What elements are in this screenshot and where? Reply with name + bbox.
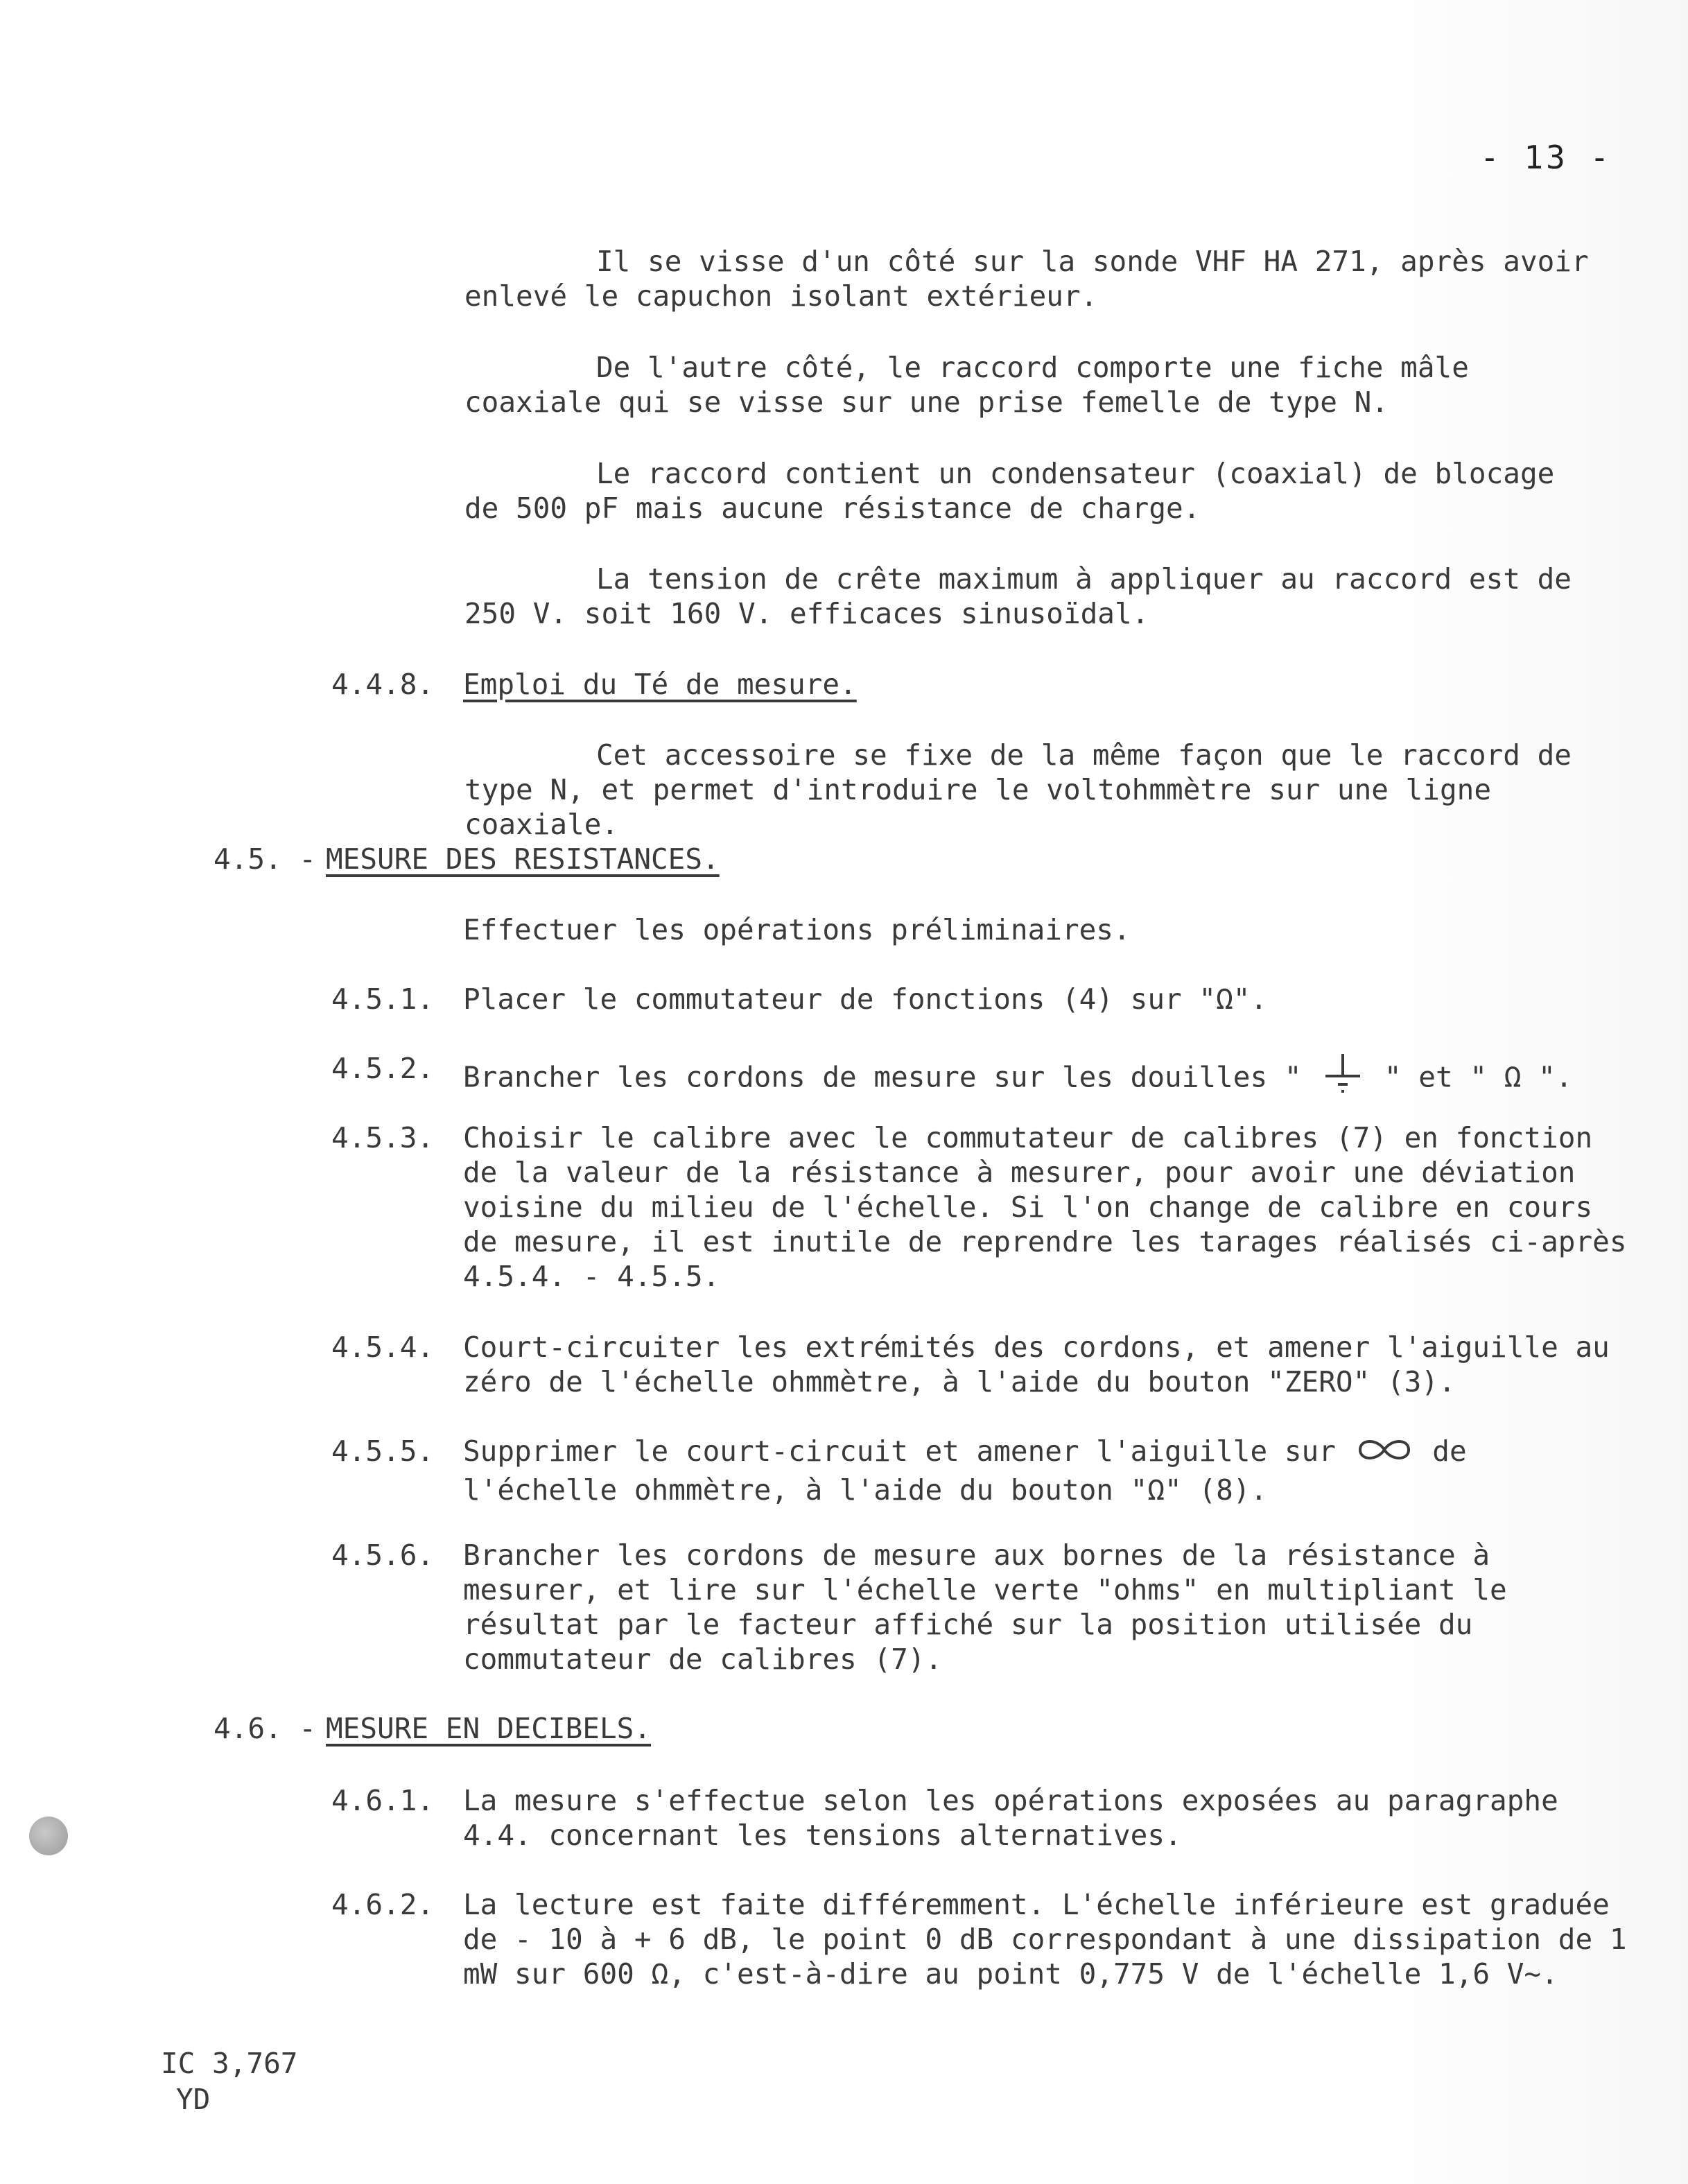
section-45-title: MESURE DES RESISTANCES. (326, 842, 720, 876)
infinity-icon (1353, 1435, 1416, 1473)
item-453-text: Choisir le calibre avec le commutateur de calibres (7) en fonction de la valeur de la résistance à mesurer, pour avoir une déviation voisine du milieu de l'échelle. Si l'on change de calibre en cours de mesure, il est inutile de reprendre les tarages réalisés ci-après 4.5.4. - 4.5.5. (463, 1121, 1627, 1293)
section-448-title (463, 667, 1628, 702)
item-453-number: 4.5.3. (331, 1121, 435, 1154)
intro-paragraph-2 (464, 350, 1601, 419)
item-455-text (463, 1434, 1628, 1507)
item-454-text: Court-circuiter les extrémités des cordons, et amener l'aiguille au zéro de l'échelle ohmmètre, à l'aide du bouton "ZERO" (3). (463, 1331, 1610, 1398)
section-45-number: 4.5. - (214, 842, 317, 876)
item-451-text: Placer le commutateur de fonctions (4) sur "Ω". (463, 982, 1268, 1016)
item-461-number: 4.6.1. (331, 1784, 435, 1817)
intro-text-4: La tension de crête maximum à appliquer au raccord est de 250 V. soit 160 V. efficaces sinusoïdal. (464, 562, 1572, 630)
item-454-number: 4.5.4. (331, 1331, 435, 1364)
item-451-number: 4.5.1. (331, 982, 435, 1016)
intro-paragraph-1 (464, 244, 1601, 313)
intro-text-2: De l'autre côté, le raccord comporte une fiche mâle coaxiale qui se visse sur une prise femelle de type N. (464, 351, 1469, 419)
page-number: - 13 - (1480, 139, 1612, 176)
intro-text-1: Il se visse d'un côté sur la sonde VHF HA 271, après avoir enlevé le capuchon isolant extérieur. (464, 245, 1589, 313)
section-448-text: Cet accessoire se fixe de la même façon que le raccord de type N, et permet d'introduire le voltohmmètre sur une ligne coaxiale. (464, 738, 1572, 841)
intro-text-3: Le raccord contient un condensateur (coaxial) de blocage de 500 pF mais aucune résistance de charge. (464, 457, 1555, 525)
document-reference-code: IC 3,767 (161, 2047, 298, 2080)
section-46-number: 4.6. - (214, 1712, 317, 1745)
item-462-number: 4.6.2. (331, 1888, 435, 1921)
item-452-number: 4.5.2. (331, 1052, 435, 1085)
section-448-number: 4.4.8. (331, 668, 435, 701)
section-46-title: MESURE EN DECIBELS. (326, 1712, 651, 1745)
item-461-text: La mesure s'effectue selon les opérations exposées au paragraphe 4.4. concernant les tensions alternatives. (463, 1784, 1558, 1852)
section-448-title-text: Emploi du Té de mesure. (463, 668, 857, 701)
item-455-text-a: Supprimer le court-circuit et amener l'aiguille sur (463, 1435, 1336, 1468)
section-45-intro: Effectuer les opérations préliminaires. (463, 913, 1131, 946)
ground-icon (1319, 1051, 1367, 1107)
item-452-text-a: Brancher les cordons de mesure sur les douilles " (463, 1060, 1302, 1094)
intro-paragraph-4 (464, 562, 1601, 631)
section-448-paragraph (464, 738, 1601, 842)
item-452-text (463, 1051, 1628, 1107)
item-456-number: 4.5.6. (331, 1539, 435, 1572)
item-452-text-b: " et " Ω ". (1384, 1060, 1573, 1094)
item-462-text: La lecture est faite différemment. L'échelle inférieure est graduée de - 10 à + 6 dB, le point 0 dB correspondant à une dissipation de 1 mW sur 600 Ω, c'est-à-dire au point 0,775 V de l'échelle 1,6 V~. (463, 1888, 1627, 1991)
item-456-text: Brancher les cordons de mesure aux bornes de la résistance à mesurer, et lire sur l'échelle verte "ohms" en multipliant le résultat par le facteur affiché sur la position utilisée du commutateur de calibres (7). (463, 1539, 1507, 1676)
item-455-number: 4.5.5. (331, 1435, 435, 1468)
punch-hole (29, 1817, 68, 1855)
document-reference-initials: YD (176, 2083, 211, 2116)
item-455-text-b: de l'échelle ohmmètre, à l'aide du bouton "Ω" (8). (463, 1435, 1467, 1507)
document-reference (161, 2045, 297, 2117)
intro-paragraph-3 (464, 456, 1601, 526)
